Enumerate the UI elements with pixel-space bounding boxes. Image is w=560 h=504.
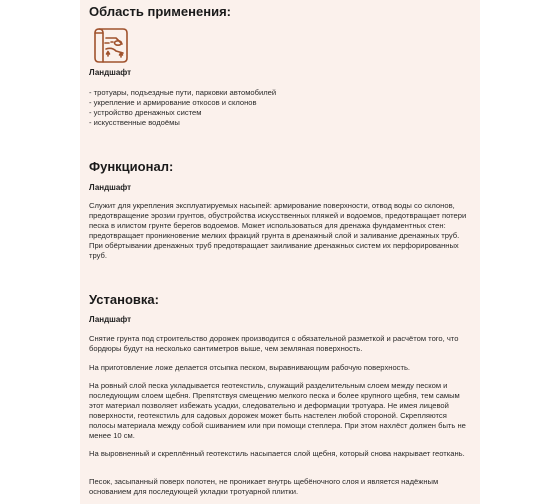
install-paragraph: Снятие грунта под строительство дорожек производится с обязательной разметкой и расчётом того, что бордюры будут на несколько сантиметров выше, чем земляная поверхность.: [89, 334, 459, 353]
landscape-map-icon: [90, 24, 132, 66]
usage-section-title: Область применения:: [89, 4, 231, 19]
usage-subtitle: Ландшафт: [89, 68, 132, 77]
install-paragraph: На ровный слой песка укладывается геотекстиль, служащий разделительным слоем между песком и последующим слоем щебня. Препятствуя смещению мелкого песка и более крупного щебня, тем самым этот материал позволяет избежать усадки, следовательно и деформации тротуара. Не имея лицевой поверхности, геотекстиль для садовых дорожек может быть настелен любой стороной. Скрепляются полосы материала между собой сшиванием или при помощи степлера. При этом нахлёст должен быть не менее 10 см.: [89, 381, 466, 440]
install-subtitle: Ландшафт: [89, 315, 132, 324]
function-text: Служит для укрепления эксплуатируемых насыпей: армирование поверхности, отвод воды со склонов, предотвращение эрозии грунтов, обустройства искусственных пляжей и водоемов, предотвращает потери песка в илистом грунте берегов водоемов. Может использоваться для дренажа фундаментных стен: предотвращает проникновение мелких фракций грунта в дренажный слой и заливание дренажных труб. При обёртывании дренажных труб предотвращает заиливание дренажных систем их перфорированных труб.: [89, 201, 467, 260]
list-item: - укрепление и армирование откосов и склонов: [89, 98, 257, 107]
install-section-title: Установка:: [89, 292, 159, 307]
install-paragraph: На выровненный и скреплённый геотекстиль насыпается слой щебня, который снова накрывает геоткань.: [89, 449, 465, 458]
list-item: - устройство дренажных систем: [89, 108, 202, 117]
list-item: - тротуары, подъездные пути, парковки автомобилей: [89, 88, 277, 97]
install-paragraph: На приготовление ложе делается отсыпка песком, выравнивающим рабочую поверхность.: [89, 363, 411, 372]
usage-list: [89, 88, 276, 128]
content-panel: [80, 0, 480, 504]
function-section-title: Функционал:: [89, 159, 174, 174]
install-paragraph: Песок, засыпанный поверх полотен, не проникает внутрь щебёночного слоя и является надёжным основанием для последующей укладки тротуарной плитки.: [89, 477, 439, 496]
function-subtitle: Ландшафт: [89, 183, 132, 192]
list-item: - искусственные водоёмы: [89, 118, 180, 127]
